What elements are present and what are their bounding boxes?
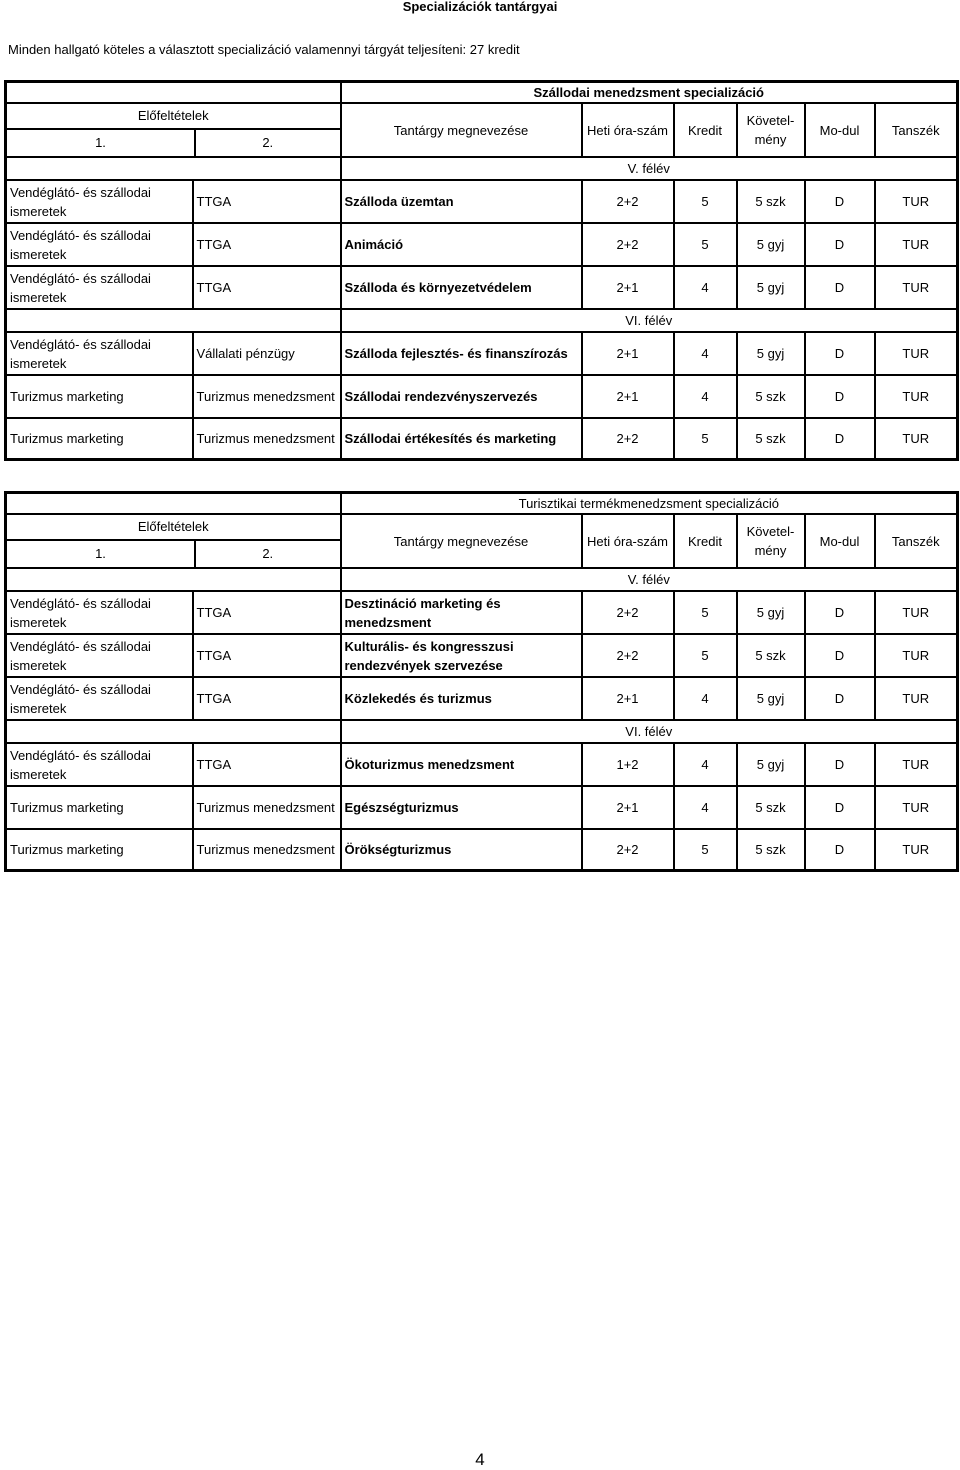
- weekly-hours: 2+1: [582, 786, 674, 829]
- requirement-header-line1: Követel-: [746, 524, 795, 539]
- department-value: TUR: [875, 332, 958, 375]
- credit-value: 4: [674, 266, 737, 309]
- credit-value: 5: [674, 829, 737, 870]
- prerequisite-2: Turizmus menedzsment: [193, 829, 341, 870]
- table-row: [6, 634, 958, 677]
- table-row: [6, 591, 958, 634]
- credit-value: 4: [674, 786, 737, 829]
- department-value: TUR: [875, 266, 958, 309]
- subject-name: Kulturális- és kongresszusi rendezvények szervezése: [341, 634, 582, 677]
- subject-name: Ökoturizmus menedzsment: [341, 743, 582, 786]
- subject-name: Egészségturizmus: [341, 786, 582, 829]
- semester-6-label: VI. félév: [341, 720, 958, 743]
- department-value: TUR: [875, 591, 958, 634]
- credit-value: 5: [674, 634, 737, 677]
- credit-value: 5: [674, 180, 737, 223]
- weekly-hours: 2+1: [582, 375, 674, 418]
- weekly-hours: 2+1: [582, 266, 674, 309]
- department-value: TUR: [875, 180, 958, 223]
- requirement-value: 5 gyj: [737, 266, 805, 309]
- subject-name: Szálloda fejlesztés- és finanszírozás: [341, 332, 582, 375]
- module-value: D: [805, 743, 875, 786]
- prerequisite-1: Turizmus marketing: [6, 418, 193, 459]
- module-value: D: [805, 418, 875, 459]
- department-value: TUR: [875, 223, 958, 266]
- credit-value: 5: [674, 223, 737, 266]
- table-row: [6, 332, 958, 375]
- specialization-table: [4, 491, 959, 872]
- blank-cell: [6, 82, 341, 104]
- credit-value: 4: [674, 332, 737, 375]
- department-value: TUR: [875, 786, 958, 829]
- weekly-hours: 2+2: [582, 418, 674, 459]
- semester-5-label: V. félév: [341, 568, 958, 591]
- subject-name: Örökségturizmus: [341, 829, 582, 870]
- weekly-hours: 1+2: [582, 743, 674, 786]
- subject-name: Szálloda és környezetvédelem: [341, 266, 582, 309]
- subject-header: Tantárgy megnevezése: [341, 103, 582, 157]
- prerequisite-1: Vendéglátó- és szállodai ismeretek: [6, 180, 193, 223]
- table-row: [6, 829, 958, 870]
- subject-header: Tantárgy megnevezése: [341, 514, 582, 568]
- prerequisite-1: Vendéglátó- és szállodai ismeretek: [6, 332, 193, 375]
- module-value: D: [805, 375, 875, 418]
- department-header: Tanszék: [875, 103, 958, 157]
- weekly-hours: 2+2: [582, 634, 674, 677]
- requirement-value: 5 gyj: [737, 677, 805, 720]
- requirement-value: 5 gyj: [737, 332, 805, 375]
- module-value: D: [805, 591, 875, 634]
- credit-header: Kredit: [674, 514, 737, 568]
- module-value: D: [805, 266, 875, 309]
- prerequisite-1: Vendéglátó- és szállodai ismeretek: [6, 591, 193, 634]
- weekly-hours: 2+1: [582, 677, 674, 720]
- prerequisites-label: Előfeltételek: [7, 104, 340, 130]
- weekly-hours: 2+2: [582, 180, 674, 223]
- credit-value: 4: [674, 677, 737, 720]
- prerequisite-2: Turizmus menedzsment: [193, 375, 341, 418]
- weekly-hours: 2+2: [582, 591, 674, 634]
- weekly-hours: 2+2: [582, 829, 674, 870]
- prerequisite-2: Turizmus menedzsment: [193, 418, 341, 459]
- page-title: Specializációk tantárgyai: [402, 0, 558, 14]
- credit-value: 5: [674, 418, 737, 459]
- subject-name: Animáció: [341, 223, 582, 266]
- weekly-hours: 2+2: [582, 223, 674, 266]
- prerequisites-header: [6, 103, 341, 157]
- table-row: [6, 266, 958, 309]
- prerequisite-2: TTGA: [193, 591, 341, 634]
- credit-value: 5: [674, 591, 737, 634]
- hours-header: Heti óra-szám: [582, 514, 674, 568]
- subject-name: Közlekedés és turizmus: [341, 677, 582, 720]
- module-header: Mo-dul: [805, 514, 875, 568]
- subject-name: Szállodai értékesítés és marketing: [341, 418, 582, 459]
- requirement-header-line1: Követel-: [746, 113, 795, 128]
- requirement-value: 5 szk: [737, 375, 805, 418]
- specialization-table: [4, 80, 959, 461]
- requirement-value: 5 szk: [737, 418, 805, 459]
- department-value: TUR: [875, 375, 958, 418]
- prerequisite-2: TTGA: [193, 634, 341, 677]
- requirement-header: [737, 103, 805, 157]
- prerequisite-1: Vendéglátó- és szállodai ismeretek: [6, 634, 193, 677]
- module-value: D: [805, 180, 875, 223]
- specialization-title: Turisztikai termékmenedzsment specializáció: [341, 493, 958, 515]
- prerequisite-2: TTGA: [193, 180, 341, 223]
- blank-cell: [6, 157, 341, 180]
- blank-cell: [6, 309, 341, 332]
- module-header: Mo-dul: [805, 103, 875, 157]
- prerequisite-1: Turizmus marketing: [6, 829, 193, 870]
- requirement-header-line2: mény: [754, 132, 787, 147]
- blank-cell: [6, 568, 341, 591]
- table-row: [6, 418, 958, 459]
- prerequisite-2-label: 2.: [262, 135, 274, 150]
- credit-value: 4: [674, 743, 737, 786]
- requirement-value: 5 gyj: [737, 223, 805, 266]
- table-row: [6, 180, 958, 223]
- department-value: TUR: [875, 418, 958, 459]
- subject-name: Szállodai rendezvényszervezés: [341, 375, 582, 418]
- requirement-value: 5 gyj: [737, 591, 805, 634]
- credit-value: 4: [674, 375, 737, 418]
- semester-6-label: VI. félév: [341, 309, 958, 332]
- department-value: TUR: [875, 634, 958, 677]
- requirement-header-line2: mény: [754, 543, 787, 558]
- prerequisite-2: Vállalati pénzügy: [193, 332, 341, 375]
- prerequisite-2: TTGA: [193, 266, 341, 309]
- table-row: [6, 677, 958, 720]
- prerequisite-1: Turizmus marketing: [6, 786, 193, 829]
- blank-cell: [6, 493, 341, 515]
- module-value: D: [805, 634, 875, 677]
- requirement-value: 5 szk: [737, 634, 805, 677]
- department-value: TUR: [875, 743, 958, 786]
- table-row: [6, 743, 958, 786]
- intro-text: Minden hallgató köteles a választott specializáció valamennyi tárgyát teljesíteni: 27 kredit: [8, 42, 520, 57]
- prerequisite-2-label: 2.: [262, 546, 274, 561]
- weekly-hours: 2+1: [582, 332, 674, 375]
- specialization-title: Szállodai menedzsment specializáció: [341, 82, 958, 104]
- prerequisite-2: TTGA: [193, 677, 341, 720]
- requirement-value: 5 gyj: [737, 743, 805, 786]
- prerequisite-1: Vendéglátó- és szállodai ismeretek: [6, 266, 193, 309]
- prerequisite-2: TTGA: [193, 223, 341, 266]
- semester-5-label: V. félév: [341, 157, 958, 180]
- table-row: [6, 786, 958, 829]
- credit-header: Kredit: [674, 103, 737, 157]
- requirement-value: 5 szk: [737, 180, 805, 223]
- requirement-value: 5 szk: [737, 829, 805, 870]
- requirement-value: 5 szk: [737, 786, 805, 829]
- table-row: [6, 375, 958, 418]
- hours-header: Heti óra-szám: [582, 103, 674, 157]
- module-value: D: [805, 829, 875, 870]
- subject-name: Desztináció marketing és menedzsment: [341, 591, 582, 634]
- module-value: D: [805, 332, 875, 375]
- prerequisites-label: Előfeltételek: [7, 515, 340, 541]
- prerequisite-1: Vendéglátó- és szállodai ismeretek: [6, 223, 193, 266]
- prerequisite-2: TTGA: [193, 743, 341, 786]
- prerequisite-1: Vendéglátó- és szállodai ismeretek: [6, 743, 193, 786]
- prerequisite-1: Turizmus marketing: [6, 375, 193, 418]
- prerequisite-2: Turizmus menedzsment: [193, 786, 341, 829]
- subject-name: Szálloda üzemtan: [341, 180, 582, 223]
- department-value: TUR: [875, 677, 958, 720]
- blank-cell: [6, 720, 341, 743]
- prerequisite-1-label: 1.: [7, 130, 196, 156]
- module-value: D: [805, 786, 875, 829]
- prerequisite-1-label: 1.: [7, 541, 196, 567]
- module-value: D: [805, 677, 875, 720]
- department-value: TUR: [875, 829, 958, 870]
- prerequisite-1: Vendéglátó- és szállodai ismeretek: [6, 677, 193, 720]
- prerequisites-header: [6, 514, 341, 568]
- page-number: 4: [475, 1450, 485, 1469]
- department-header: Tanszék: [875, 514, 958, 568]
- table-row: [6, 223, 958, 266]
- module-value: D: [805, 223, 875, 266]
- requirement-header: [737, 514, 805, 568]
